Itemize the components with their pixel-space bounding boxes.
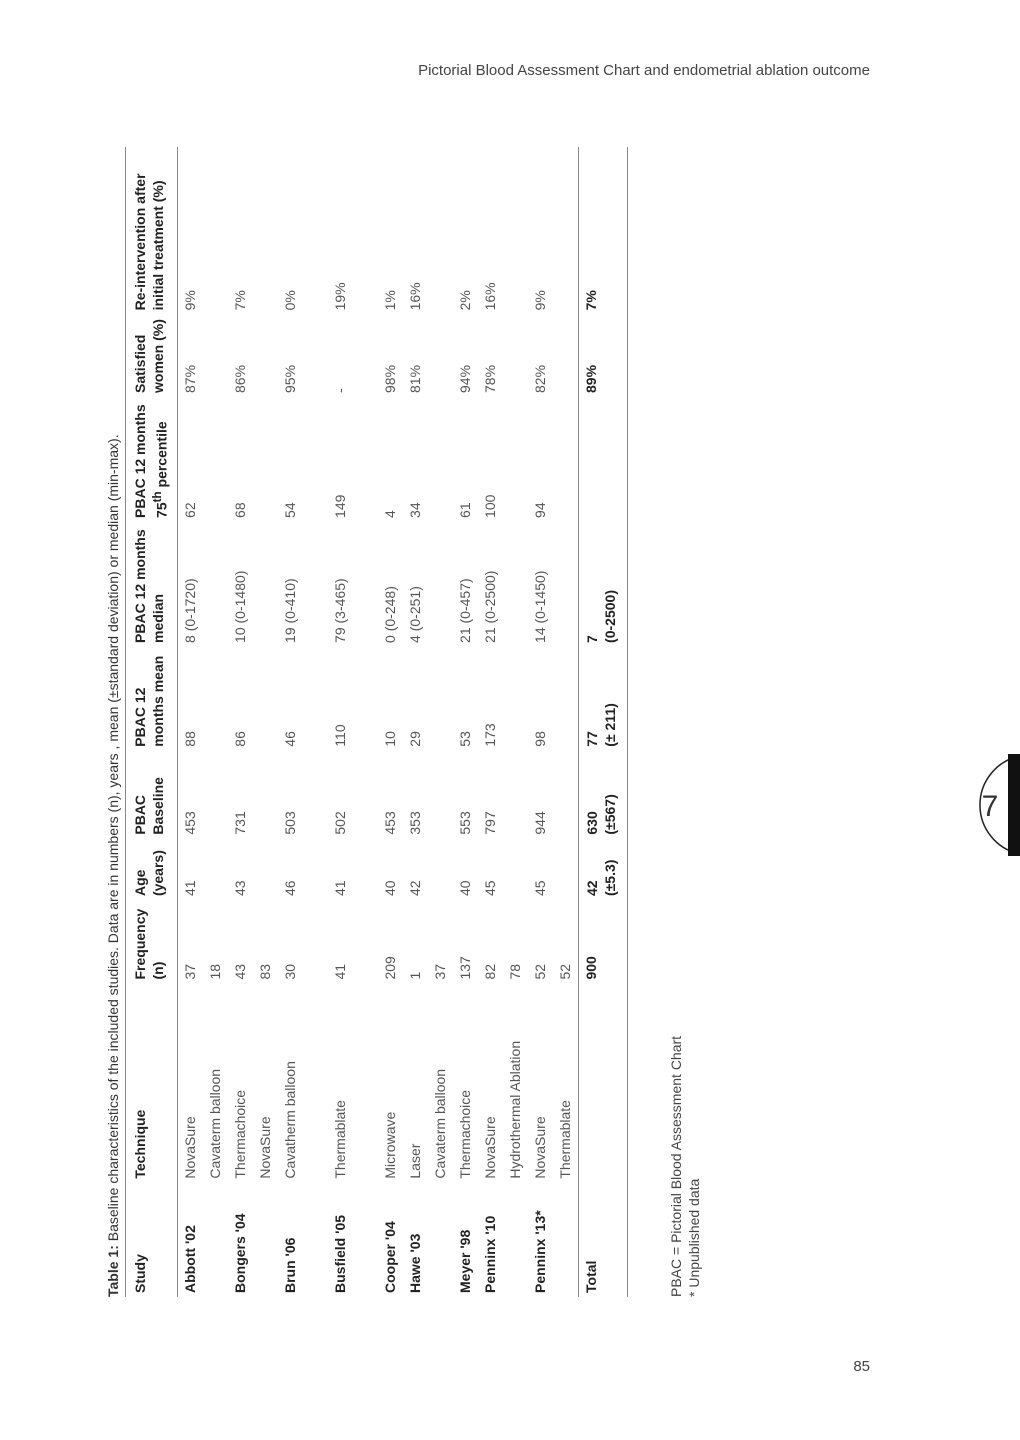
cell-satisfied: 86% <box>231 364 248 393</box>
cell-p75: 68 <box>231 502 248 518</box>
footnote-unpublished: * Unpublished data <box>686 1178 702 1297</box>
cell-reintervention: 0% <box>281 290 298 311</box>
total-reintervention: 7% <box>578 147 627 314</box>
cell-median <box>553 522 579 647</box>
cell-satisfied <box>428 314 453 397</box>
cell-p75 <box>253 397 278 522</box>
cell-frequency: 18 <box>206 963 223 980</box>
cell-baseline <box>253 751 278 839</box>
cell-p75 <box>353 397 378 522</box>
cell-age <box>303 839 328 900</box>
cell-satisfied: 78% <box>481 364 498 393</box>
cell-age: 46 <box>281 880 298 897</box>
table-row <box>403 147 428 1297</box>
table-row <box>328 147 353 1297</box>
cell-age <box>353 839 378 900</box>
cell-frequency: 1 <box>406 971 423 980</box>
cell-baseline: 731 <box>231 811 248 835</box>
cell-technique: Laser <box>406 1143 423 1179</box>
cell-study: Busfield '05 <box>331 1214 348 1293</box>
cell-mean: 29 <box>406 731 423 747</box>
header-study: Study <box>126 1183 178 1297</box>
total-median-range: (0-2500) <box>601 590 618 643</box>
cell-reintervention: 19% <box>331 282 348 311</box>
cell-median <box>203 522 228 647</box>
table-row <box>228 147 253 1297</box>
total-age <box>578 839 627 900</box>
cell-age <box>203 839 228 900</box>
table-footnotes <box>667 1036 703 1297</box>
cell-satisfied: 81% <box>406 364 423 393</box>
cell-reintervention: 16% <box>481 282 498 311</box>
cell-mean: 86 <box>231 731 248 747</box>
cell-baseline: 553 <box>456 811 473 835</box>
cell-satisfied: 87% <box>181 364 198 393</box>
total-technique <box>578 984 627 1183</box>
table-row <box>478 147 503 1297</box>
header-median: PBAC 12 months median <box>126 522 178 647</box>
cell-p75: 62 <box>181 502 198 518</box>
total-study: Total <box>578 1183 627 1297</box>
total-row <box>578 147 627 1297</box>
total-mean <box>578 647 627 751</box>
cell-frequency: 52 <box>556 963 573 980</box>
cell-frequency: 78 <box>506 963 523 980</box>
cell-baseline <box>553 751 579 839</box>
cell-technique: Hydrothermal Ablation <box>506 1040 523 1179</box>
cell-satisfied <box>253 314 278 397</box>
cell-mean: 173 <box>481 723 498 747</box>
cell-frequency: 43 <box>231 963 248 980</box>
cell-technique: Microwave <box>381 1111 398 1179</box>
cell-technique: NovaSure <box>181 1116 198 1179</box>
cell-study <box>253 1183 278 1297</box>
cell-p75 <box>203 397 228 522</box>
cell-p75 <box>303 397 328 522</box>
table-row <box>353 147 378 1297</box>
cell-mean: 46 <box>281 731 298 747</box>
cell-satisfied <box>203 314 228 397</box>
cell-reintervention <box>553 147 579 314</box>
cell-technique: Thermachoice <box>456 1089 473 1179</box>
cell-frequency: 209 <box>381 956 398 980</box>
cell-satisfied: 98% <box>381 364 398 393</box>
cell-median <box>303 522 328 647</box>
cell-satisfied <box>503 314 528 397</box>
cell-baseline <box>428 751 453 839</box>
cell-baseline: 353 <box>406 811 423 835</box>
cell-p75: 61 <box>456 502 473 518</box>
total-age-sd: (±5.3) <box>601 859 618 897</box>
cell-reintervention <box>203 147 228 314</box>
cell-median <box>253 522 278 647</box>
cell-baseline: 453 <box>181 811 198 835</box>
total-frequency: 900 <box>578 900 627 983</box>
cell-frequency: 41 <box>331 963 348 980</box>
cell-p75: 100 <box>481 494 498 518</box>
cell-baseline: 503 <box>281 811 298 835</box>
cell-reintervention <box>353 147 378 314</box>
cell-satisfied: 94% <box>456 364 473 393</box>
cell-study <box>203 1183 228 1297</box>
header-reintervention: Re-intervention after initial treatment (%) <box>126 147 178 314</box>
header-percentile-sup: th <box>151 491 164 503</box>
header-percentile-a: PBAC 12 months 75 <box>132 404 170 518</box>
rotated-table-block <box>105 147 715 1297</box>
cell-median <box>503 522 528 647</box>
cell-satisfied <box>353 314 378 397</box>
cell-median: 8 (0-1720) <box>181 578 198 643</box>
cell-frequency: 52 <box>531 963 548 980</box>
table-row <box>177 147 203 1297</box>
table-row <box>203 147 228 1297</box>
cell-mean: 53 <box>456 731 473 747</box>
cell-technique: Thermablate <box>331 1100 348 1179</box>
table-row <box>528 147 553 1297</box>
cell-age: 42 <box>406 880 423 897</box>
cell-median <box>353 522 378 647</box>
cell-baseline: 944 <box>531 811 548 835</box>
cell-technique: NovaSure <box>481 1116 498 1179</box>
cell-median: 14 (0-1450) <box>531 570 548 643</box>
total-mean-value: 77 <box>583 731 600 747</box>
cell-satisfied: 95% <box>281 364 298 393</box>
cell-frequency: 82 <box>481 963 498 980</box>
cell-study: Cooper '04 <box>381 1221 398 1293</box>
cell-reintervention <box>428 147 453 314</box>
cell-p75: 94 <box>531 502 548 518</box>
cell-baseline <box>503 751 528 839</box>
header-satisfied: Satisfied women (%) <box>126 314 178 397</box>
cell-frequency: 30 <box>281 963 298 980</box>
cell-study <box>353 1183 378 1297</box>
cell-baseline: 797 <box>481 811 498 835</box>
cell-mean: 10 <box>381 731 398 747</box>
cell-frequency <box>303 900 328 983</box>
cell-age: 41 <box>331 880 348 897</box>
cell-median: 21 (0-2500) <box>481 570 498 643</box>
table-row <box>503 147 528 1297</box>
total-satisfied: 89% <box>578 314 627 397</box>
cell-p75: 34 <box>406 502 423 518</box>
header-technique: Technique <box>126 984 178 1183</box>
cell-age: 41 <box>181 880 198 897</box>
header-percentile <box>126 397 178 522</box>
cell-age: 43 <box>231 880 248 897</box>
cell-p75 <box>503 397 528 522</box>
cell-median: 0 (0-248) <box>381 586 398 643</box>
cell-age: 40 <box>456 880 473 897</box>
cell-baseline <box>353 751 378 839</box>
table-row <box>428 147 453 1297</box>
cell-mean: 110 <box>331 724 348 747</box>
cell-age <box>253 839 278 900</box>
cell-study <box>428 1183 453 1297</box>
cell-age <box>553 839 579 900</box>
cell-study: Hawe '03 <box>406 1233 423 1293</box>
header-frequency: Frequency (n) <box>126 900 178 983</box>
cell-reintervention: 9% <box>181 290 198 311</box>
chapter-tab <box>968 754 1020 856</box>
table-row <box>453 147 478 1297</box>
table-row <box>378 147 403 1297</box>
cell-frequency <box>353 900 378 983</box>
cell-reintervention: 2% <box>456 290 473 311</box>
cell-median: 21 (0-457) <box>456 578 473 643</box>
cell-mean <box>203 647 228 751</box>
footnote-pbac: PBAC = Pictorial Blood Assessment Chart <box>668 1035 684 1297</box>
cell-mean <box>553 647 579 751</box>
cell-frequency: 37 <box>181 963 198 980</box>
cell-age <box>503 839 528 900</box>
cell-mean <box>428 647 453 751</box>
table-row <box>553 147 579 1297</box>
cell-satisfied: 82% <box>531 364 548 393</box>
cell-frequency: 37 <box>431 963 448 980</box>
cell-mean <box>353 647 378 751</box>
cell-technique: Thermablate <box>556 1100 573 1179</box>
cell-technique <box>303 984 328 1183</box>
cell-technique: NovaSure <box>531 1116 548 1179</box>
cell-reintervention: 7% <box>231 290 248 311</box>
cell-study: Penninx '10 <box>481 1215 498 1293</box>
cell-age: 45 <box>531 880 548 897</box>
cell-median: 79 (3-465) <box>331 578 348 643</box>
table-row <box>253 147 278 1297</box>
cell-baseline: 502 <box>331 811 348 835</box>
cell-reintervention <box>303 147 328 314</box>
cell-baseline: 453 <box>381 811 398 835</box>
cell-study <box>553 1183 579 1297</box>
cell-frequency: 83 <box>256 963 273 980</box>
cell-satisfied: - <box>331 388 348 393</box>
cell-reintervention: 9% <box>531 290 548 311</box>
page-number: 85 <box>853 1358 870 1375</box>
cell-technique: Cavatherm balloon <box>281 1061 298 1179</box>
cell-frequency: 137 <box>456 956 473 980</box>
header-age: Age (years) <box>126 839 178 900</box>
cell-age: 40 <box>381 880 398 897</box>
cell-mean <box>253 647 278 751</box>
header-percentile-b: percentile <box>153 421 170 492</box>
cell-p75: 54 <box>281 502 298 518</box>
running-header: Pictorial Blood Assessment Chart and endometrial ablation outcome <box>418 62 870 79</box>
cell-median <box>428 522 453 647</box>
table-caption <box>105 434 121 1297</box>
cell-median: 10 (0-1480) <box>231 570 248 643</box>
cell-reintervention <box>253 147 278 314</box>
cell-p75: 4 <box>381 510 398 518</box>
table-row <box>278 147 303 1297</box>
cell-age: 45 <box>481 880 498 897</box>
cell-study <box>503 1183 528 1297</box>
cell-technique: Cavaterm balloon <box>206 1068 223 1179</box>
cell-mean: 98 <box>531 731 548 747</box>
cell-technique <box>353 984 378 1183</box>
cell-age <box>428 839 453 900</box>
cell-satisfied <box>303 314 328 397</box>
total-median-value: 7 <box>583 635 600 643</box>
chapter-number: 7 <box>981 790 999 823</box>
table-caption-label: Table 1: <box>105 1245 121 1297</box>
total-baseline-sd: (±567) <box>601 794 618 835</box>
cell-technique: Cavaterm balloon <box>431 1068 448 1179</box>
cell-p75 <box>553 397 579 522</box>
cell-p75 <box>428 397 453 522</box>
cell-median: 19 (0-410) <box>281 578 298 643</box>
cell-study: Abbott '02 <box>181 1225 198 1293</box>
cell-satisfied <box>553 314 579 397</box>
total-baseline <box>578 751 627 839</box>
cell-reintervention <box>503 147 528 314</box>
cell-mean: 88 <box>181 731 198 747</box>
baseline-characteristics-table <box>125 147 628 1297</box>
total-baseline-value: 630 <box>583 811 600 835</box>
cell-baseline <box>203 751 228 839</box>
cell-reintervention: 16% <box>406 282 423 311</box>
cell-study: Meyer '98 <box>456 1229 473 1293</box>
header-baseline: PBAC Baseline <box>126 751 178 839</box>
cell-mean <box>303 647 328 751</box>
total-mean-sd: (± 211) <box>601 703 618 747</box>
cell-mean <box>503 647 528 751</box>
table-caption-text: Baseline characteristics of the included studies. Data are in numbers (n), years , mean (±standard deviation) or median (min-max). <box>105 434 121 1246</box>
total-percentile <box>578 397 627 522</box>
cell-baseline <box>303 751 328 839</box>
cell-median: 4 (0-251) <box>406 586 423 643</box>
cell-study <box>303 1183 328 1297</box>
cell-study: Brun '06 <box>281 1237 298 1293</box>
cell-p75: 149 <box>331 494 348 518</box>
cell-reintervention: 1% <box>381 290 398 311</box>
total-median <box>578 522 627 647</box>
header-mean: PBAC 12 months mean <box>126 647 178 751</box>
cell-technique: Thermachoice <box>231 1089 248 1179</box>
cell-study: Bongers '04 <box>231 1213 248 1293</box>
table-row <box>303 147 328 1297</box>
table-header-row <box>126 147 178 1297</box>
total-age-value: 42 <box>583 880 600 897</box>
cell-study: Penninx '13* <box>531 1210 548 1293</box>
cell-technique: NovaSure <box>256 1116 273 1179</box>
